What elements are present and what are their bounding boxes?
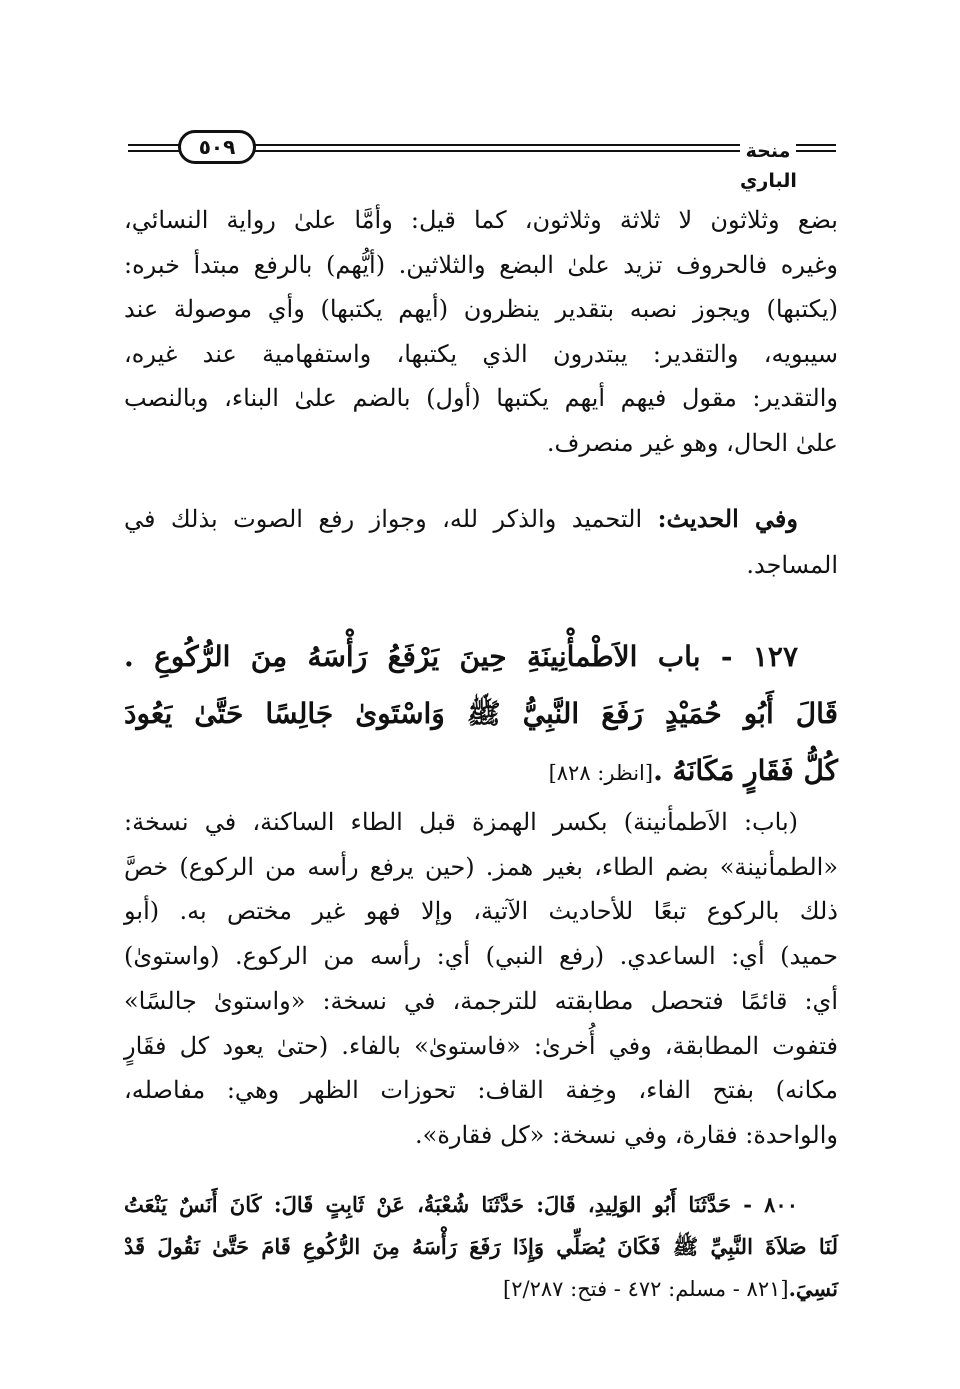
header-rule: [792, 144, 836, 146]
text-line: [124, 496, 838, 542]
lead-phrase: وفي الحديث:: [657, 504, 798, 533]
chapter-text-line: [124, 742, 838, 802]
text-fragment: نَسِيَ.: [788, 1276, 838, 1301]
header-rule: [128, 144, 180, 146]
text-line: بضع وثلاثون لا ثلاثة وثلاثون، كما قيل: وأمَّا علىٰ رواية النسائي،: [124, 206, 838, 234]
hadith-line: لَنَا صَلاَةَ النَّبِيِّ ﷺ فَكَانَ يُصَلِّي وَإِذَا رَفَعَ رَأْسَهُ مِنَ الرُّكُوعِ قَامَ حَتَّىٰ نَقُولَ قَدْ: [124, 1234, 838, 1259]
text-line: فتفوت المطابقة، وفي أُخرىٰ: «فاستوىٰ» بالفاء. (حتىٰ يعود كل فقَارٍ: [124, 1031, 838, 1060]
running-title: منحة الباري: [740, 136, 796, 196]
text-line: ذلك بالركوع تبعًا للأحاديث الآتية، وإلا فهو غير مختص به. (أبو: [124, 897, 838, 926]
chapter-heading: [124, 628, 838, 802]
text-line: مكانه) بفتح الفاء، وخِفة القاف: تحوزات الظهر وهي: مفاصله،: [124, 1076, 838, 1105]
text-line: سيبويه، والتقدير: يبتدرون الذي يكتبها، واستفهامية عند غيره،: [124, 339, 838, 368]
text-line: المساجد.: [746, 551, 838, 579]
page-number: ٥٠٩: [178, 130, 256, 164]
hadith-line: ٨٠٠ - حَدَّثَنَا أَبُو الوَلِيدِ، قَالَ: حَدَّثَنَا شُعْبَةُ، عَنْ ثَابِتٍ قَالَ: كَانَ أَنَسٌ يَنْعَتُ: [124, 1192, 798, 1217]
header-rule: [128, 150, 180, 152]
text-line: علىٰ الحال، وهو غير منصرف.: [546, 428, 838, 457]
commentary-paragraph: [124, 198, 838, 465]
chapter-text-line: قَالَ أَبُو حُمَيْدٍ رَفَعَ النَّبِيُّ ﷺ وَاسْتَوىٰ جَالِسًا حَتَّىٰ يَعُودَ: [124, 697, 838, 730]
page-header: [128, 128, 836, 192]
text-line: والتقدير: مقول فيهم أيهم يكتبها (أول) بالضم علىٰ البناء، وبالنصب: [124, 384, 838, 412]
header-rule: [254, 150, 748, 152]
text-line: وغيره فالحروف تزيد علىٰ البضع والثلاثين. (أيُّهم) بالرفع مبتدأ خبره:: [124, 250, 838, 279]
cross-reference: [انظر: ٨٢٨]: [548, 761, 654, 785]
hadith-line: [124, 1268, 838, 1310]
text-line: «الطمأنينة» بضم الطاء، بغير همز. (حين يرفع رأسه من الركوع) خصَّ: [124, 852, 838, 881]
header-rule: [254, 144, 748, 146]
text-line: أي: قائمًا فتحصل مطابقته للترجمة، في نسخة: «واستوىٰ جالسًا»: [124, 986, 838, 1015]
hadith-text: [124, 1184, 838, 1310]
text-fragment: التحميد والذكر لله، وجواز رفع الصوت بذلك في: [124, 505, 658, 533]
chapter-commentary: [124, 800, 838, 1158]
text-line: والواحدة: فقارة، وفي نسخة: «كل فقارة».: [415, 1120, 838, 1149]
chapter-title-line: ١٢٧ - باب الاَطْمأْنِينَةِ حِينَ يَرْفَعُ رَأْسَهُ مِنَ الرُّكُوعِ .: [124, 640, 798, 673]
text-line: حميد) أي: الساعدي. (رفع النبي) أي: رأسه من الركوع. (واستوىٰ): [124, 942, 838, 971]
text-line: (يكتبها) ويجوز نصبه بتقدير ينظرون (أيهم يكتبها) وأي موصولة عند: [124, 295, 838, 323]
text-line: (باب: الاَطمأنينة) بكسر الهمزة قبل الطاء الساكنة، في نسخة:: [124, 808, 798, 836]
text-fragment: كُلُّ فَقَارٍ مَكَانَهُ .: [653, 754, 838, 787]
hadith-benefit-paragraph: [124, 496, 838, 588]
header-rule: [792, 150, 836, 152]
hadith-reference: [٨٢١ - مسلم: ٤٧٢ - فتح: ٢/٢٨٧]: [503, 1277, 789, 1301]
